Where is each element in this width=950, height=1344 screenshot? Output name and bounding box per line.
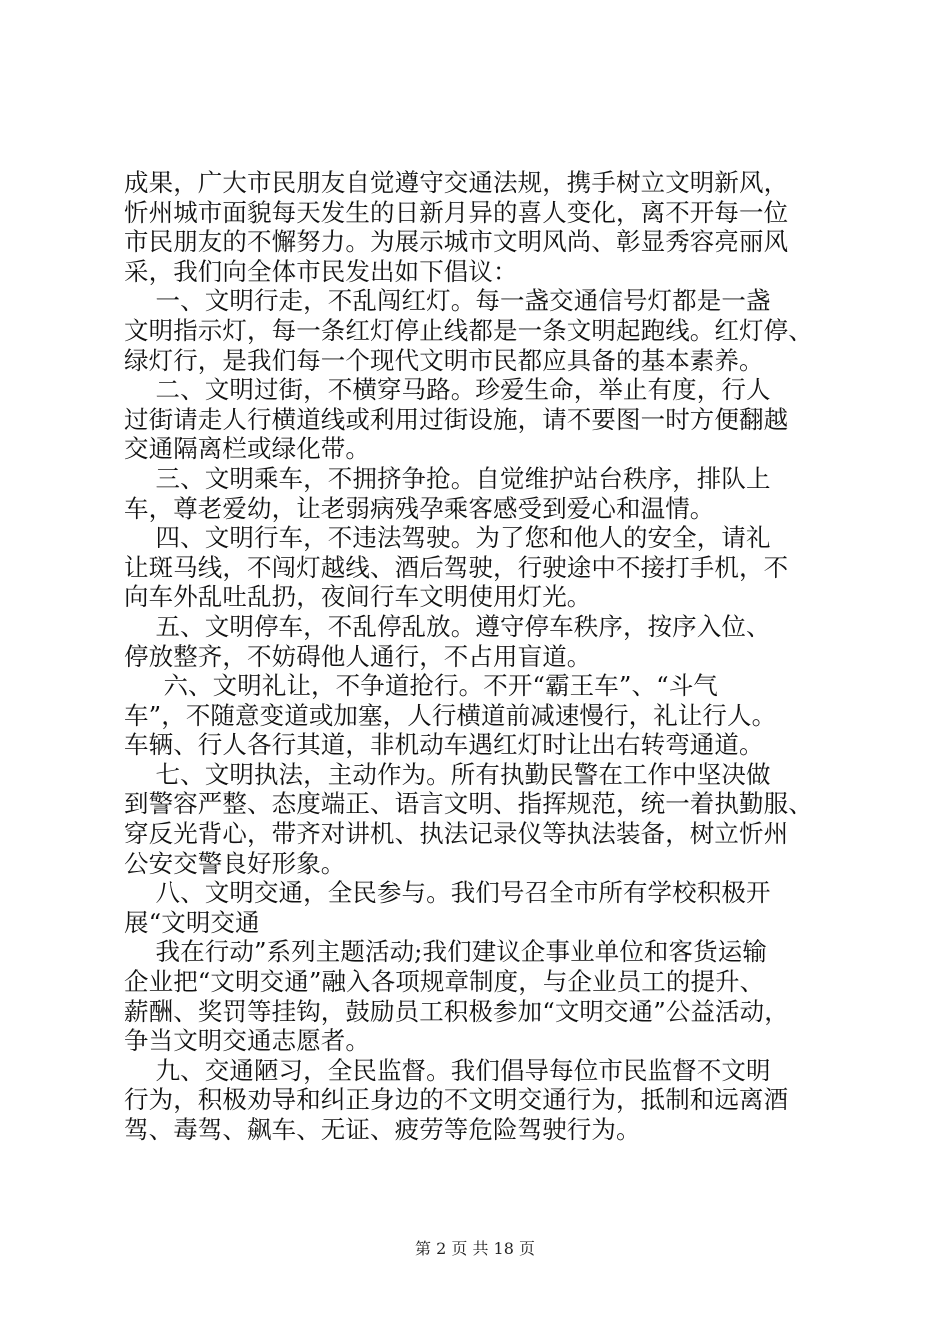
text-line: 薪酬、奖罚等挂钩，鼓励员工积极参加“文明交通”公益活动， [124, 996, 789, 1026]
text-line: 行为，积极劝导和纠正身边的不文明交通行为，抵制和远离酒 [124, 1085, 789, 1115]
text-line: 五、文明停车，不乱停乱放。遵守停车秩序，按序入位、 [124, 611, 771, 641]
text-line: 向车外乱吐乱扔，夜间行车文明使用灯光。 [124, 582, 592, 612]
text-line: 穿反光背心，带齐对讲机、执法记录仪等执法装备，树立忻州 [124, 819, 789, 849]
text-line: 九、交通陋习，全民监督。我们倡导每位市民监督不文明 [124, 1055, 771, 1085]
text-line: 让斑马线，不闯灯越线、酒后驾驶，行驶途中不接打手机，不 [124, 552, 789, 582]
text-line: 八、文明交通，全民参与。我们号召全市所有学校积极开 [124, 878, 771, 908]
text-line: 到警容严整、态度端正、语言文明、指挥规范，统一着执勤服、 [124, 789, 813, 819]
text-line: 三、文明乘车，不拥挤争抢。自觉维护站台秩序，排队上 [124, 463, 771, 493]
text-line: 四、文明行车，不违法驾驶。为了您和他人的安全，请礼 [124, 523, 771, 553]
text-line: 过街请走人行横道线或利用过街设施，请不要图一时方便翻越 [124, 404, 789, 434]
text-line: 交通隔离栏或绿化带。 [124, 434, 370, 464]
text-line: 驾、毒驾、飙车、无证、疲劳等危险驾驶行为。 [124, 1115, 641, 1144]
text-line: 二、文明过街，不横穿马路。珍爱生命，举止有度，行人 [124, 375, 771, 405]
text-line: 七、文明执法，主动作为。所有执勤民警在工作中坚决做 [124, 759, 771, 789]
text-line: 忻州城市面貌每天发生的日新月异的喜人变化，离不开每一位 [124, 197, 789, 227]
text-line: 公安交警良好形象。 [124, 848, 346, 878]
text-line: 一、文明行走，不乱闯红灯。每一盏交通信号灯都是一盏 [124, 286, 771, 316]
text-line: 停放整齐，不妨碍他人通行，不占用盲道。 [124, 641, 592, 671]
text-line: 争当文明交通志愿者。 [124, 1026, 370, 1056]
text-line: 展“文明交通 [124, 907, 260, 937]
text-line: 六、文明礼让，不争道抢行。不开“霸王车”、“斗气 [124, 671, 718, 701]
text-line: 文明指示灯，每一条红灯停止线都是一条文明起跑线。红灯停、 [124, 315, 813, 345]
text-line: 企业把“文明交通”融入各项规章制度，与企业员工的提升、 [124, 967, 765, 997]
text-line: 车”，不随意变道或加塞，人行横道前减速慢行，礼让行人。 [124, 700, 777, 730]
page-number-footer: 第 2 页 共 18 页 [415, 1239, 535, 1258]
text-line: 绿灯行，是我们每一个现代文明市民都应具备的基本素养。 [124, 345, 764, 375]
text-line: 我在行动”系列主题活动;我们建议企事业单位和客货运输 [124, 937, 767, 967]
text-line: 车，尊老爱幼，让老弱病残孕乘客感受到爱心和温情。 [124, 493, 715, 523]
text-line: 成果，广大市民朋友自觉遵守交通法规，携手树立文明新风， [124, 168, 789, 197]
text-line: 采，我们向全体市民发出如下倡议： [124, 256, 518, 286]
text-line: 市民朋友的不懈努力。为展示城市文明风尚、彰显秀容亮丽风 [124, 227, 789, 257]
text-line: 车辆、行人各行其道，非机动车遇红灯时让出右转弯通道。 [124, 730, 764, 760]
document-body [124, 168, 844, 1145]
